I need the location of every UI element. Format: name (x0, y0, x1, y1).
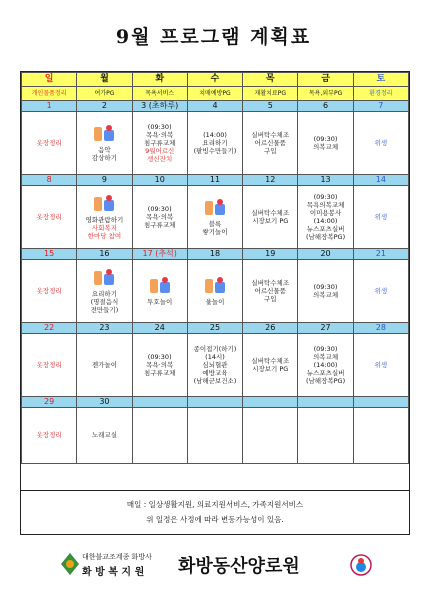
date-cell (298, 397, 353, 408)
schedule-text: 의복교체 (312, 143, 339, 151)
program-wed: 치매예방PG (187, 87, 242, 101)
schedule-text: (명절음식 (90, 298, 119, 306)
program-fri: 목욕,외부PG (298, 87, 353, 101)
schedule-text: (14:00) (203, 130, 227, 139)
schedule-text: 요리하기 (202, 138, 228, 147)
schedule-cell (77, 260, 132, 323)
date-row (22, 397, 409, 408)
schedule-text: 생신잔치 (147, 155, 173, 164)
schedule-text: 위생 (374, 138, 388, 147)
schedule-text: 뉴스포츠실버 (306, 369, 345, 378)
organization-logo (60, 548, 380, 582)
schedule-text: 이미용봉사 (309, 208, 342, 217)
schedule-text: 옷장정리 (36, 286, 62, 295)
schedule-cell (298, 186, 353, 249)
content-row (22, 408, 409, 464)
date-cell: 20 (298, 249, 353, 260)
weekday-header-row (22, 73, 409, 87)
schedule-text: 쌓기놀이 (202, 228, 228, 237)
schedule-text: 감상하기 (91, 154, 117, 163)
schedule-text: 음악 (98, 145, 111, 154)
schedule-text: 뉴스포츠실버 (306, 225, 345, 234)
logo-welfare-name: 화 방 복 지 원 (82, 567, 145, 578)
schedule-text: 목욕·의복 (146, 212, 174, 221)
schedule-cell (243, 334, 298, 397)
schedule-text: 침구류교체 (144, 221, 176, 230)
schedule-cell (132, 334, 187, 397)
page-title: 9월 프로그램 계획표 (115, 26, 312, 48)
content-row (22, 334, 409, 397)
schedule-cell (187, 186, 242, 249)
footer-note (20, 491, 410, 535)
schedule-text: 한마당 참여 (87, 232, 122, 241)
schedule-text: (09:30) (313, 192, 338, 201)
date-cell: 13 (298, 175, 353, 186)
date-cell: 15 (22, 249, 77, 260)
schedule-text: 구입 (263, 295, 277, 304)
date-row (22, 323, 409, 334)
schedule-text: (14시) (205, 352, 225, 361)
schedule-cell (187, 260, 242, 323)
schedule-text: 실버탁수체조 (251, 356, 290, 365)
date-cell: 4 (187, 101, 242, 112)
schedule-text: 예방교육 (202, 369, 228, 378)
music-notes-icon (91, 124, 117, 144)
date-cell: 23 (77, 323, 132, 334)
date-cell (353, 397, 408, 408)
footer-line-2: 위 일정은 사정에 따라 변동가능성이 있음. (146, 515, 284, 524)
date-cell: 5 (243, 101, 298, 112)
schedule-cell (132, 186, 187, 249)
schedule-cell (353, 186, 408, 249)
day-sun: 일 (22, 73, 77, 87)
footer-line-1: 매일 : 일상생활지원, 의료지원서비스, 가족지원서비스 (126, 500, 304, 509)
schedule-cell (353, 334, 408, 397)
schedule-cell (187, 112, 242, 175)
date-cell: 14 (353, 175, 408, 186)
schedule-text: 실버탁수체조 (251, 278, 290, 287)
content-row (22, 260, 409, 323)
schedule-text: (09:30) (147, 122, 172, 131)
schedule-cell (22, 186, 77, 249)
day-thu: 목 (243, 73, 298, 87)
date-cell: 18 (187, 249, 242, 260)
schedule-cell (353, 260, 408, 323)
schedule-text: 구입 (263, 147, 277, 156)
schedule-text: (팥빙수만들기) (193, 147, 237, 156)
schedule-cell (353, 112, 408, 175)
schedule-cell (298, 334, 353, 397)
date-cell: 8 (22, 175, 77, 186)
schedule-cell (243, 260, 298, 323)
schedule-cell (187, 408, 242, 464)
day-tue: 화 (132, 73, 187, 87)
program-sun: 개인물품정리 (22, 87, 77, 101)
schedule-text: 전만들기) (90, 306, 119, 315)
schedule-text: 옷장정리 (36, 212, 62, 221)
schedule-text: 젠가놀이 (91, 360, 117, 369)
tuho-game-icon (147, 276, 173, 296)
day-wed: 수 (187, 73, 242, 87)
schedule-text: 어르신물품 (254, 138, 286, 147)
schedule-text: 영화관람하기 (85, 215, 124, 224)
date-cell: 19 (243, 249, 298, 260)
schedule-cell (77, 112, 132, 175)
date-cell: 6 (298, 101, 353, 112)
day-sat: 토 (353, 73, 408, 87)
schedule-text: 침구류교체 (144, 369, 176, 378)
date-cell (132, 397, 187, 408)
date-row (22, 175, 409, 186)
schedule-cell (187, 334, 242, 397)
schedule-cell (77, 408, 132, 464)
schedule-text: 위생 (374, 212, 388, 221)
schedule-text: (14:00) (313, 217, 338, 225)
date-cell: 2 (77, 101, 132, 112)
schedule-text: (14:00) (313, 360, 338, 369)
schedule-cell (132, 408, 187, 464)
yut-sticks-icon (202, 276, 228, 296)
date-cell: 16 (77, 249, 132, 260)
schedule-text: (남해군보건소) (193, 377, 237, 386)
food-plate-icon (91, 268, 117, 288)
schedule-cell (132, 260, 187, 323)
date-row (22, 101, 409, 112)
schedule-cell (22, 112, 77, 175)
schedule-text: 심뇌혈관 (202, 360, 228, 369)
date-cell: 17 (추석) (132, 249, 187, 260)
schedule-text: 시장보기 PG (252, 365, 289, 373)
schedule-text: 요리하기 (91, 289, 117, 298)
date-cell: 24 (132, 323, 187, 334)
schedule-text: (09:30) (313, 344, 338, 353)
date-row (22, 249, 409, 260)
schedule-cell (298, 112, 353, 175)
schedule-text: 시장보기 PG (252, 217, 289, 225)
temple-emblem-icon (60, 552, 80, 576)
schedule-text: 사회복지 (91, 224, 117, 232)
schedule-cell (22, 408, 77, 464)
date-cell: 3 (초하루) (132, 101, 187, 112)
program-sat: 환경정리 (353, 87, 408, 101)
schedule-cell (243, 112, 298, 175)
program-header-row (22, 87, 409, 101)
schedule-text: 실버탁수체조 (251, 130, 290, 139)
schedule-text: 목욕·의복 (146, 360, 174, 369)
schedule-text: 침구류교체 (144, 138, 176, 147)
date-cell: 22 (22, 323, 77, 334)
date-cell: 28 (353, 323, 408, 334)
schedule-text: 의복교체 (312, 352, 339, 361)
schedule-text: (09:30) (313, 134, 338, 143)
seal-icon (350, 554, 372, 576)
date-cell: 11 (187, 175, 242, 186)
schedule-cell (77, 334, 132, 397)
date-cell: 26 (243, 323, 298, 334)
date-cell: 27 (298, 323, 353, 334)
schedule-text: 어르신물품 (254, 286, 286, 295)
schedule-cell (243, 408, 298, 464)
program-thu: 재활치료PG (243, 87, 298, 101)
schedule-cell (353, 408, 408, 464)
schedule-text: 목욕의복교체 (306, 200, 345, 209)
date-cell: 10 (132, 175, 187, 186)
schedule-cell (132, 112, 187, 175)
schedule-text: 옷장정리 (36, 360, 62, 369)
schedule-text: (남해장복PG) (305, 377, 346, 386)
date-cell: 25 (187, 323, 242, 334)
program-tue: 목욕서비스 (132, 87, 187, 101)
movie-projector-icon (91, 194, 117, 214)
content-row (22, 112, 409, 175)
schedule-cell (22, 260, 77, 323)
day-fri: 금 (298, 73, 353, 87)
date-cell: 7 (353, 101, 408, 112)
schedule-text: (09:30) (313, 282, 338, 291)
schedule-text: 목욕·의복 (146, 130, 174, 139)
date-cell (243, 397, 298, 408)
date-cell (187, 397, 242, 408)
schedule-text: 옷장정리 (36, 431, 62, 440)
schedule-cell (298, 260, 353, 323)
schedule-text: (09:30) (147, 352, 172, 361)
date-cell: 9 (77, 175, 132, 186)
schedule-text: 종이접기(하기) (193, 344, 237, 353)
schedule-text: 노래교실 (91, 431, 117, 440)
logo-home-name: 화방동산양로원 (178, 556, 300, 577)
schedule-text: (남해장복PG) (305, 233, 346, 242)
date-cell: 30 (77, 397, 132, 408)
toy-blocks-icon (202, 198, 228, 218)
schedule-text: (09:30) (147, 204, 172, 213)
date-cell: 1 (22, 101, 77, 112)
schedule-cell (22, 334, 77, 397)
day-mon: 월 (77, 73, 132, 87)
schedule-text: 윷놀이 (205, 298, 225, 306)
content-row (22, 186, 409, 249)
date-cell: 21 (353, 249, 408, 260)
schedule-text: 의복교체 (312, 291, 339, 299)
schedule-text: 실버탁수체조 (251, 208, 290, 217)
calendar-table (20, 71, 410, 491)
schedule-cell (243, 186, 298, 249)
schedule-cell (298, 408, 353, 464)
date-cell: 12 (243, 175, 298, 186)
schedule-text: 9월어르신 (145, 147, 175, 156)
schedule-text: 블록 (208, 219, 222, 228)
schedule-cell (77, 186, 132, 249)
schedule-text: 투호놀이 (147, 298, 173, 306)
date-cell: 29 (22, 397, 77, 408)
schedule-text: 위생 (374, 286, 388, 295)
program-mon: 여가PG (77, 87, 132, 101)
schedule-text: 옷장정리 (36, 138, 62, 147)
logo-org-name: 대한불교조계종 화방사 (82, 553, 152, 561)
schedule-text: 위생 (374, 360, 388, 369)
